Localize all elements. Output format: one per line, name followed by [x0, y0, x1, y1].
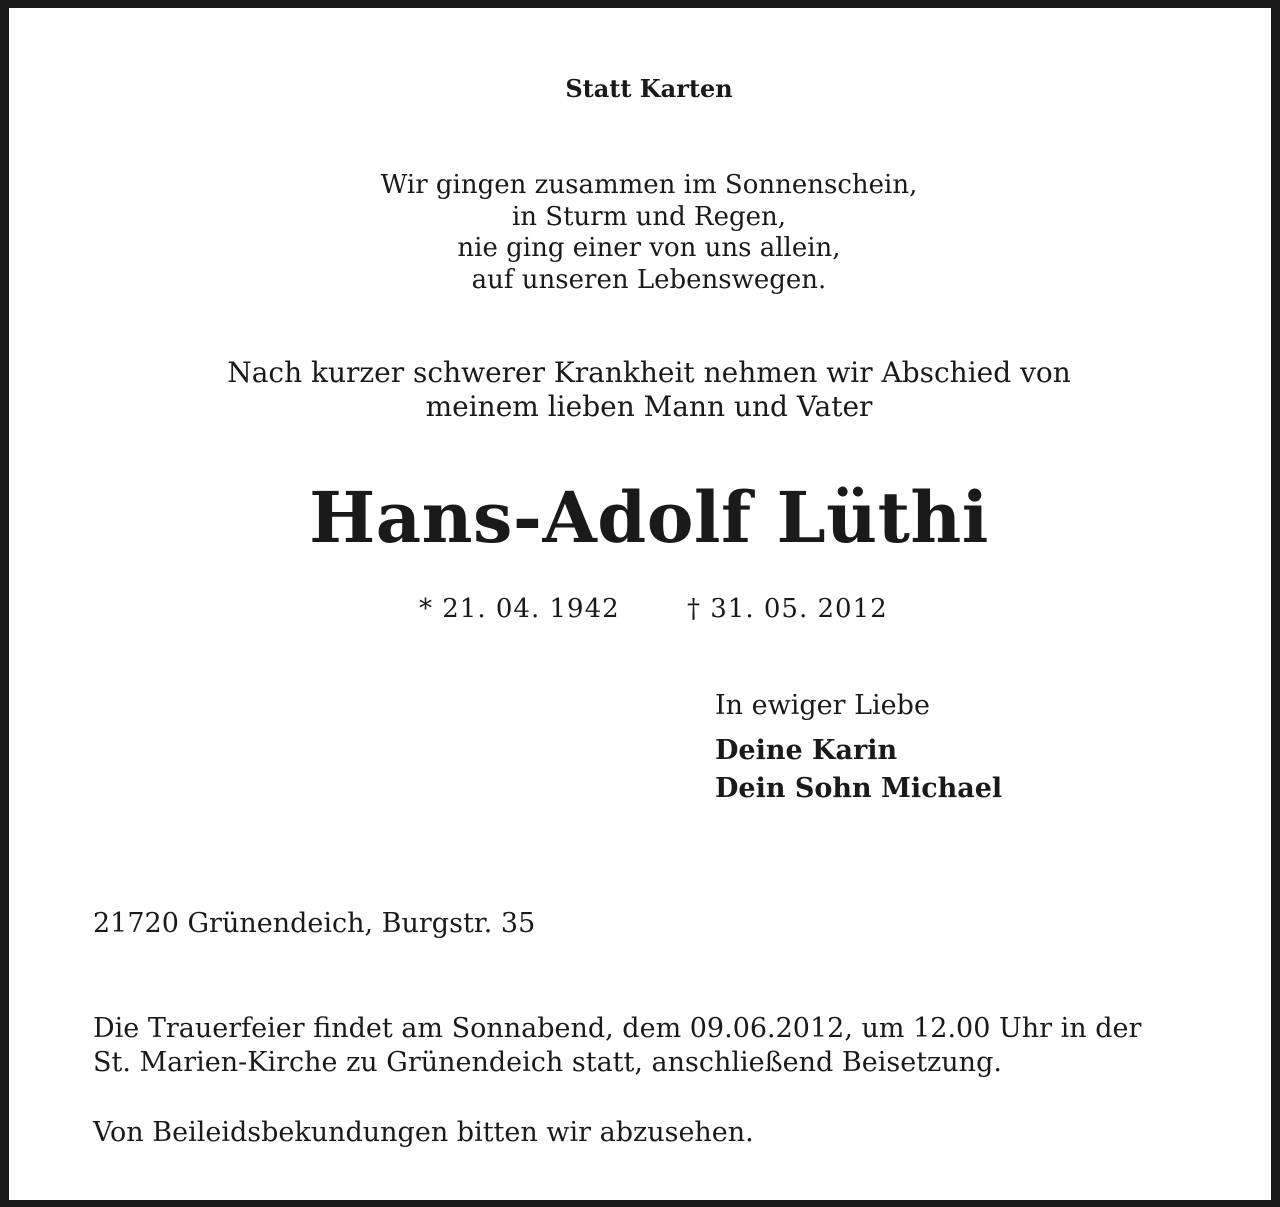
poem-line: nie ging einer von uns allein,: [457, 233, 841, 263]
notice-line: Die Trauerfeier findet am Sonnabend, dem 09.06.2012, um 12.00 Uhr in der: [93, 1013, 1142, 1044]
condolence-request: Von Beileidsbekundungen bitten wir abzusehen.: [93, 1117, 754, 1148]
birth-date: * 21. 04. 1942: [419, 594, 620, 624]
poem: [9, 170, 1280, 296]
intro-line: meinem lieben Mann und Vater: [425, 390, 873, 423]
signer: Dein Sohn Michael: [715, 773, 1003, 804]
poem-line: auf unseren Lebenswegen.: [471, 264, 827, 295]
deceased-name: Hans-Adolf Lüthi: [309, 476, 989, 559]
notice-line: St. Marien-Kirche zu Grünendeich statt, anschließend Beisetzung.: [93, 1047, 1002, 1078]
heading: Statt Karten: [565, 74, 733, 103]
poem-line: Wir gingen zusammen im Sonnenschein,: [380, 170, 918, 200]
closing-line: In ewiger Liebe: [715, 690, 930, 721]
signer: Deine Karin: [715, 735, 898, 766]
address: 21720 Grünendeich, Burgstr. 35: [93, 908, 536, 939]
death-date: † 31. 05. 2012: [687, 594, 888, 624]
funeral-notice: [93, 1012, 1141, 1080]
intro-line: Nach kurzer schwerer Krankheit nehmen wir Abschied von: [227, 356, 1071, 389]
intro-text: [9, 356, 1280, 424]
poem-line: in Sturm und Regen,: [511, 201, 787, 232]
